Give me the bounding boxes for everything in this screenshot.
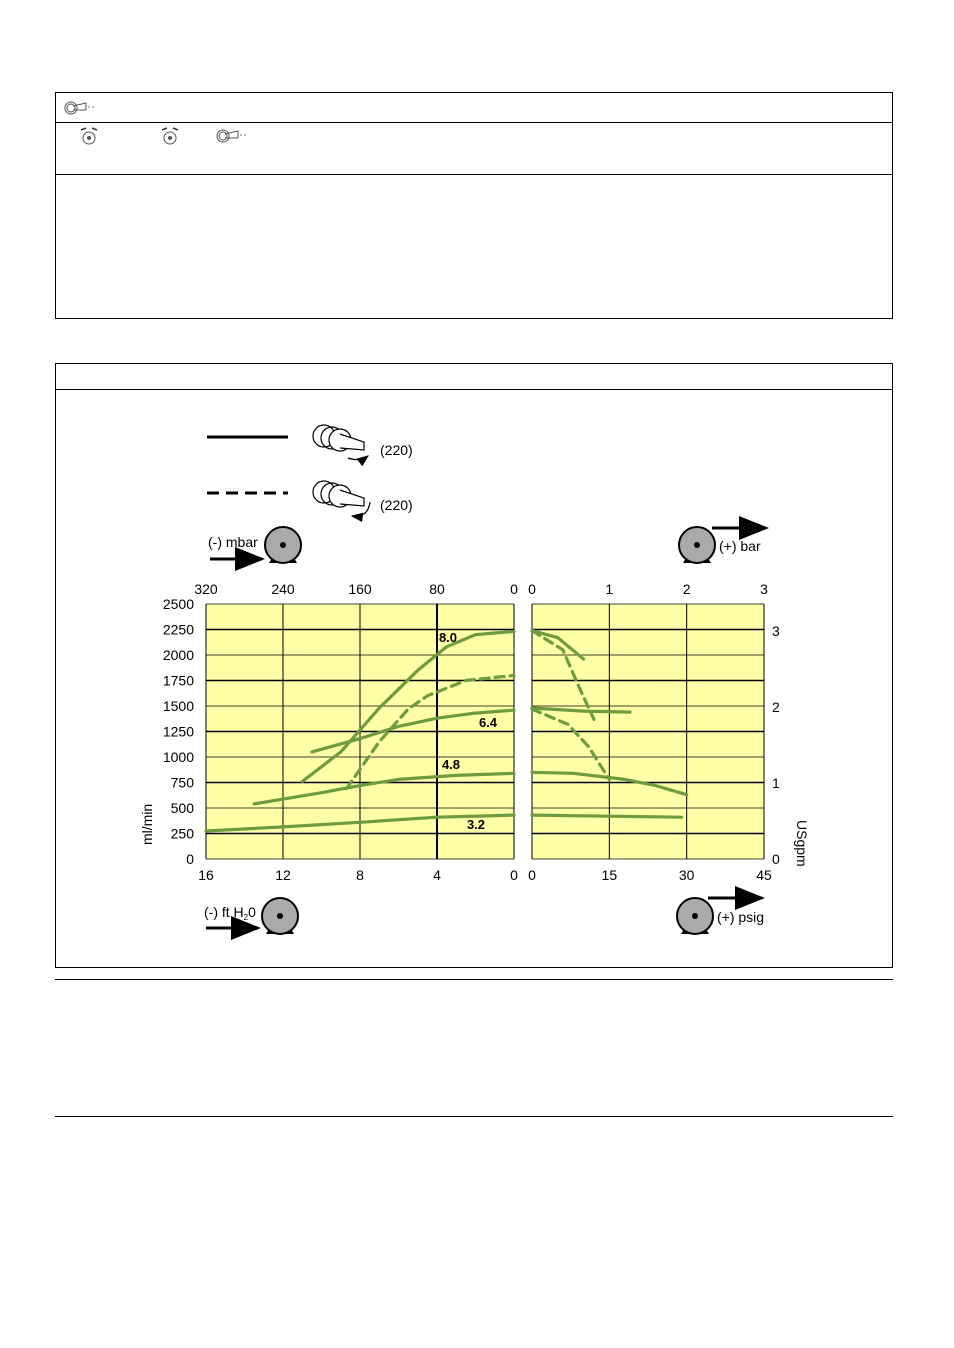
x-tick-label-bottom-left: 0 (510, 867, 518, 883)
series-line-3-2-right (532, 815, 682, 817)
x-tick-label-top-left: 160 (348, 581, 372, 597)
y-tick-label-left: 750 (170, 774, 194, 791)
legend-label-solid: (220) (380, 442, 413, 458)
series-label: 4.8 (441, 757, 461, 772)
y-tick-label-right: 0 (772, 851, 780, 867)
y-tick-label-left: 1250 (162, 723, 194, 740)
x-tick-label-bottom-right: 45 (756, 867, 772, 883)
x-tick-label-bottom-left: 12 (275, 867, 291, 883)
psig-unit-label: (+) psig (717, 909, 765, 925)
x-tick-label-top-right: 1 (605, 581, 614, 597)
y-tick-label-left: 2500 (162, 596, 194, 612)
y-tick-label-left: 1750 (162, 672, 194, 689)
x-tick-label-top-left: 80 (429, 581, 445, 597)
series-label: 8.0 (438, 630, 458, 645)
pump-motor-icon (677, 898, 713, 934)
x-tick-label-bottom-right: 15 (601, 867, 618, 883)
pumphead-ccw-icon (313, 481, 370, 516)
x-tick-label-bottom-right: 30 (678, 867, 695, 883)
x-tick-label-top-left: 320 (194, 581, 218, 597)
x-tick-label-top-right: 3 (760, 581, 768, 597)
y-tick-label-left: 0 (186, 851, 194, 867)
pump-motor-icon (265, 527, 301, 563)
x-tick-label-top-left: 0 (510, 581, 518, 597)
x-tick-label-top-left: 240 (271, 581, 295, 597)
mbar-unit-label: (-) mbar (208, 534, 258, 550)
y-tick-label-left: 500 (170, 800, 194, 816)
y-axis-label-right: USgpm (794, 820, 810, 867)
x-tick-label-top-right: 0 (528, 581, 536, 597)
x-tick-label-top-right: 2 (682, 581, 691, 597)
pump-motor-icon (262, 898, 298, 934)
legend-label-dashed: (220) (380, 497, 413, 513)
y-tick-label-right: 3 (772, 623, 780, 639)
y-tick-label-left: 2250 (162, 621, 194, 638)
y-tick-label-right: 1 (772, 775, 780, 791)
y-tick-label-left: 2000 (162, 647, 194, 663)
fth2o-unit-label: (-) ft $H_20$ (204, 904, 256, 922)
y-tick-label-left: 1000 (162, 749, 194, 765)
y-tick-label-left: 250 (170, 825, 194, 842)
pumphead-cw-icon (313, 425, 368, 460)
x-tick-label-bottom-right: 0 (528, 867, 536, 883)
y-tick-label-left: 1500 (162, 698, 194, 714)
y-tick-label-right: 2 (772, 699, 780, 715)
series-label: 3.2 (466, 817, 486, 832)
bar-unit-label: (+) bar (719, 538, 761, 554)
pump-motor-icon (679, 527, 715, 563)
x-tick-label-bottom-left: 16 (198, 867, 214, 883)
y-axis-label-left: ml/min (139, 803, 155, 845)
x-tick-label-bottom-left: 4 (433, 867, 441, 883)
x-tick-label-bottom-left: 8 (356, 867, 364, 883)
series-label: 6.4 (478, 715, 498, 730)
